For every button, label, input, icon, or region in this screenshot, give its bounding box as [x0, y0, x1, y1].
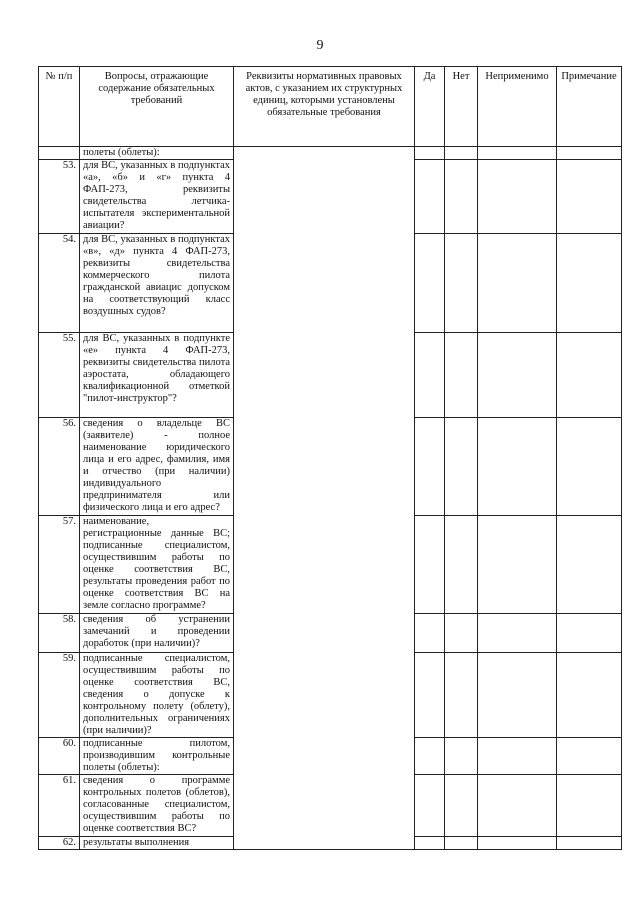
header-yes: Да — [415, 67, 445, 147]
not-applicable-cell[interactable] — [478, 516, 557, 614]
note-cell[interactable] — [557, 160, 622, 234]
row-number: 58. — [39, 614, 80, 653]
page-number: 9 — [316, 38, 324, 53]
note-cell[interactable] — [557, 653, 622, 738]
not-applicable-cell[interactable] — [478, 160, 557, 234]
row-number — [39, 147, 80, 160]
header-not-applicable: Неприменимо — [478, 67, 557, 147]
row-question: подписанные специалистом, осуществившим работы по оценке соответствия ВС, сведения о допуске к контрольному полету (облету), дополнительных ограничениях (при наличии)? — [80, 653, 234, 738]
yes-cell[interactable] — [415, 614, 445, 653]
no-cell[interactable] — [445, 418, 478, 516]
row-question: для ВС, указанных в подпунктах «в», «д» пункта 4 ФАП-273, реквизиты свидетельства коммерческого пилота гражданской авиацис допуском на соответствующий класс воздушных судов? — [80, 234, 234, 333]
note-cell[interactable] — [557, 614, 622, 653]
header-note: Примечание — [557, 67, 622, 147]
not-applicable-cell[interactable] — [478, 234, 557, 333]
requisites-cell — [234, 147, 415, 850]
row-question: полеты (облеты): — [80, 147, 234, 160]
no-cell[interactable] — [445, 653, 478, 738]
header-question: Вопросы, отражающие содержание обязательных требований — [80, 67, 234, 147]
not-applicable-cell[interactable] — [478, 333, 557, 418]
note-cell[interactable] — [557, 234, 622, 333]
row-number: 57. — [39, 516, 80, 614]
page-bottom-margin — [0, 865, 640, 905]
row-number: 59. — [39, 653, 80, 738]
no-cell[interactable] — [445, 147, 478, 160]
row-question: сведения об устранении замечаний и проведении доработок (при наличии)? — [80, 614, 234, 653]
no-cell[interactable] — [445, 775, 478, 837]
row-question: сведения о владельце ВС (заявителе) - полное наименование юридического лица и его адрес, фамилия, имя и отчество (при наличии) индивидуального предпринимателя или физического лица и его адрес? — [80, 418, 234, 516]
no-cell[interactable] — [445, 333, 478, 418]
yes-cell[interactable] — [415, 653, 445, 738]
row-number: 62. — [39, 837, 80, 850]
row-question: для ВС, указанных в подпунктах «а», «б» и «г» пункта 4 ФАП-273, реквизиты свидетельства летчика-испытателя экспериментальной авиации? — [80, 160, 234, 234]
row-number: 54. — [39, 234, 80, 333]
row-question: результаты выполнения — [80, 837, 234, 850]
yes-cell[interactable] — [415, 234, 445, 333]
row-number: 56. — [39, 418, 80, 516]
row-question: сведения о программе контрольных полетов (облетов), согласованные специалистом, осуществившим работы по оценке соответствия ВС? — [80, 775, 234, 837]
no-cell[interactable] — [445, 614, 478, 653]
yes-cell[interactable] — [415, 333, 445, 418]
row-number: 53. — [39, 160, 80, 234]
header-requisites: Реквизиты нормативных правовых актов, с указанием их структурных единиц, которыми установлены обязательные требования — [234, 67, 415, 147]
yes-cell[interactable] — [415, 418, 445, 516]
checklist-table — [38, 66, 622, 850]
row-question: подписанные пилотом, производившим контрольные полеты (облеты): — [80, 738, 234, 775]
yes-cell[interactable] — [415, 775, 445, 837]
header-row — [39, 67, 622, 147]
row-number: 61. — [39, 775, 80, 837]
not-applicable-cell[interactable] — [478, 614, 557, 653]
not-applicable-cell[interactable] — [478, 837, 557, 850]
row-question: наименование, регистрационные данные ВС; подписанные специалистом, осуществившим работы по оценке соответствия ВС, результаты проведения работ по оценке соответствия ВС на земле согласно программе? — [80, 516, 234, 614]
no-cell[interactable] — [445, 738, 478, 775]
row-number: 60. — [39, 738, 80, 775]
no-cell[interactable] — [445, 234, 478, 333]
not-applicable-cell[interactable] — [478, 775, 557, 837]
note-cell[interactable] — [557, 418, 622, 516]
note-cell[interactable] — [557, 775, 622, 837]
note-cell[interactable] — [557, 147, 622, 160]
note-cell[interactable] — [557, 516, 622, 614]
note-cell[interactable] — [557, 837, 622, 850]
not-applicable-cell[interactable] — [478, 738, 557, 775]
row-number: 55. — [39, 333, 80, 418]
yes-cell[interactable] — [415, 160, 445, 234]
row-question: для ВС, указанных в подпункте «е» пункта 4 ФАП-273, реквизиты свидетельства пилота аэростата, обладающего квалификационной отметкой "пилот-инструктор"? — [80, 333, 234, 418]
header-num: № п/п — [39, 67, 80, 147]
not-applicable-cell[interactable] — [478, 653, 557, 738]
header-no: Нет — [445, 67, 478, 147]
note-cell[interactable] — [557, 333, 622, 418]
yes-cell[interactable] — [415, 147, 445, 160]
yes-cell[interactable] — [415, 738, 445, 775]
table-row — [39, 147, 622, 160]
note-cell[interactable] — [557, 738, 622, 775]
no-cell[interactable] — [445, 160, 478, 234]
no-cell[interactable] — [445, 516, 478, 614]
not-applicable-cell[interactable] — [478, 418, 557, 516]
no-cell[interactable] — [445, 837, 478, 850]
yes-cell[interactable] — [415, 516, 445, 614]
not-applicable-cell[interactable] — [478, 147, 557, 160]
yes-cell[interactable] — [415, 837, 445, 850]
